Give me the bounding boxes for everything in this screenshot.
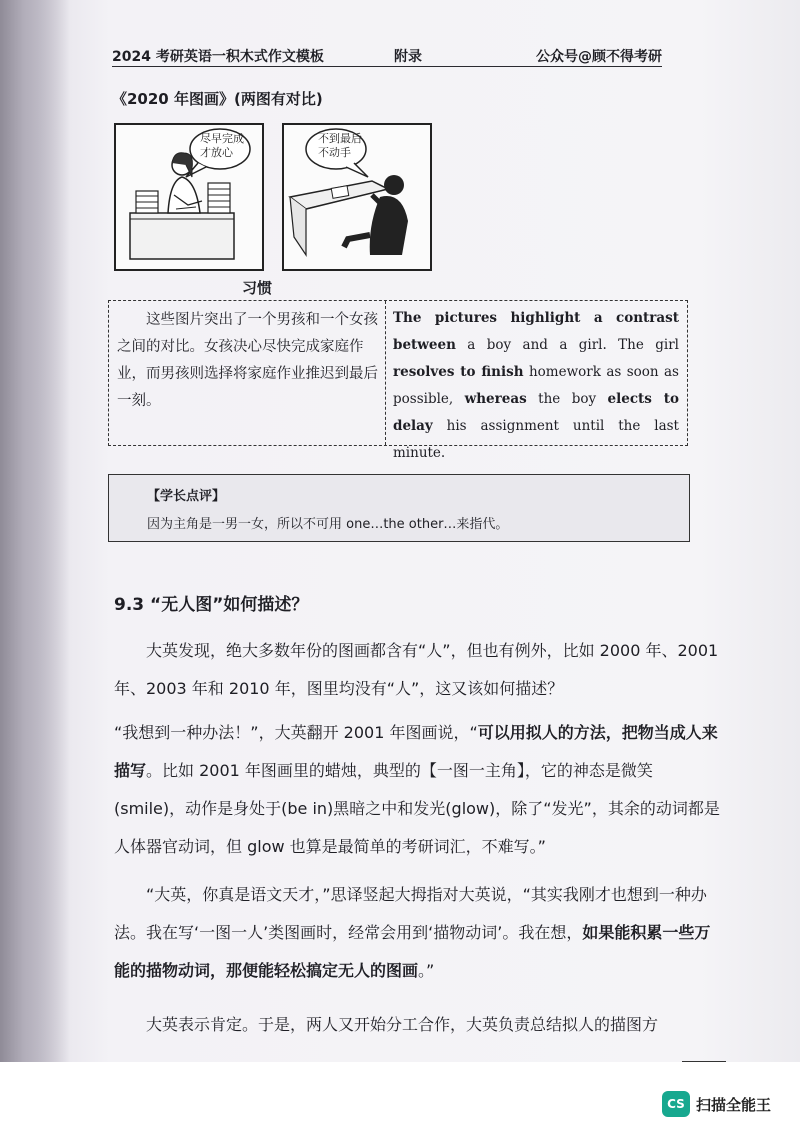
- p3-text-a: “大英，你真是语文天才，”思译竖起大拇指对大英说，“其实我刚才也想到一种办法。我在写‘一图一人’类图画时，经常会用到‘描物动词’。我在想，: [114, 885, 707, 942]
- p2-bold: 可以用拟人的方法，把物当成人来描写: [114, 723, 718, 780]
- comparison-table: [108, 300, 688, 461]
- en-bold-7: elects to delay: [393, 391, 679, 434]
- table-divider: [385, 301, 386, 445]
- book-spine-shadow: [0, 0, 70, 1080]
- right-bubble-line-2: 不动手: [318, 146, 351, 159]
- left-bubble-line-2: 才放心: [200, 146, 233, 159]
- cartoon-right-boy: [282, 123, 432, 271]
- header-section: 附录: [394, 49, 422, 65]
- paragraph-4: 大英表示肯定。于是，两人又开始分工合作，大英负责总结拟人的描图方: [146, 1015, 659, 1034]
- chinese-translation: 这些图片突出了一个男孩和一个女孩之间的对比。女孩决心尽快完成家庭作业，而男孩则选择将家庭作业推迟到最后一刻。: [117, 312, 378, 409]
- camscanner-watermark: [662, 1090, 771, 1118]
- en-text-2: a boy and a girl. The girl: [455, 337, 679, 353]
- p2-text-c: 。比如 2001 年图画里的蜡烛，典型的【一图一主角】，它的神态是微笑(smile)，动作是身处于(be in)黑暗之中和发光(glow)，除了“发光”，其余的动词都是人体器官动词，但 glow 也算是最简单的考研词汇，不难写。”: [114, 761, 720, 856]
- header-account: 公众号@顾不得考研: [536, 49, 662, 65]
- section-title: 《2020 年图画》(两图有对比): [112, 90, 323, 108]
- en-bold-5: whereas: [464, 391, 527, 407]
- english-sentence: [393, 305, 679, 467]
- en-text-8: his assignment until the last minute.: [393, 418, 679, 461]
- en-bold-3: resolves to finish: [393, 364, 524, 380]
- paragraph-2: [114, 714, 724, 866]
- en-text-4: homework as soon as possible,: [393, 364, 679, 407]
- heading-9-3: 9.3 “无人图”如何描述？: [114, 595, 309, 615]
- paragraph-3: [114, 876, 724, 990]
- camscanner-label: 扫描全能王: [696, 1095, 772, 1114]
- camscanner-logo-icon: CS: [662, 1091, 690, 1117]
- header-book-title: 2024 考研英语一积木式作文模板: [112, 49, 324, 65]
- right-bubble-line-1: 不到最后: [318, 132, 362, 145]
- review-label: 【学长点评】: [147, 489, 226, 504]
- senior-review-box: [108, 474, 690, 542]
- en-bold-1: The pictures highlight a contrast between: [393, 310, 679, 353]
- p3-bold: 如果能积累一些万能的描物动词，那便能轻松搞定无人的图画: [114, 923, 711, 980]
- en-text-6: the boy: [526, 391, 608, 407]
- left-bubble-line-1: 尽早完成: [200, 132, 244, 145]
- review-text: 因为主角是一男一女，所以不可用 one…the other…来指代。: [147, 517, 509, 532]
- cartoon-left-girl: [114, 123, 264, 271]
- paragraph-1: 大英发现，绝大多数年份的图画都含有“人”，但也有例外，比如 2000 年、2001 年、2003 年和 2010 年，图里均没有“人”，这又该如何描述？: [114, 641, 719, 698]
- p2-text-a: “我想到一种办法！”，大英翻开 2001 年图画说，“: [114, 723, 478, 742]
- p3-text-c: 。”: [418, 961, 435, 980]
- cartoon-caption: 习惯: [242, 279, 273, 297]
- running-header: [112, 44, 662, 67]
